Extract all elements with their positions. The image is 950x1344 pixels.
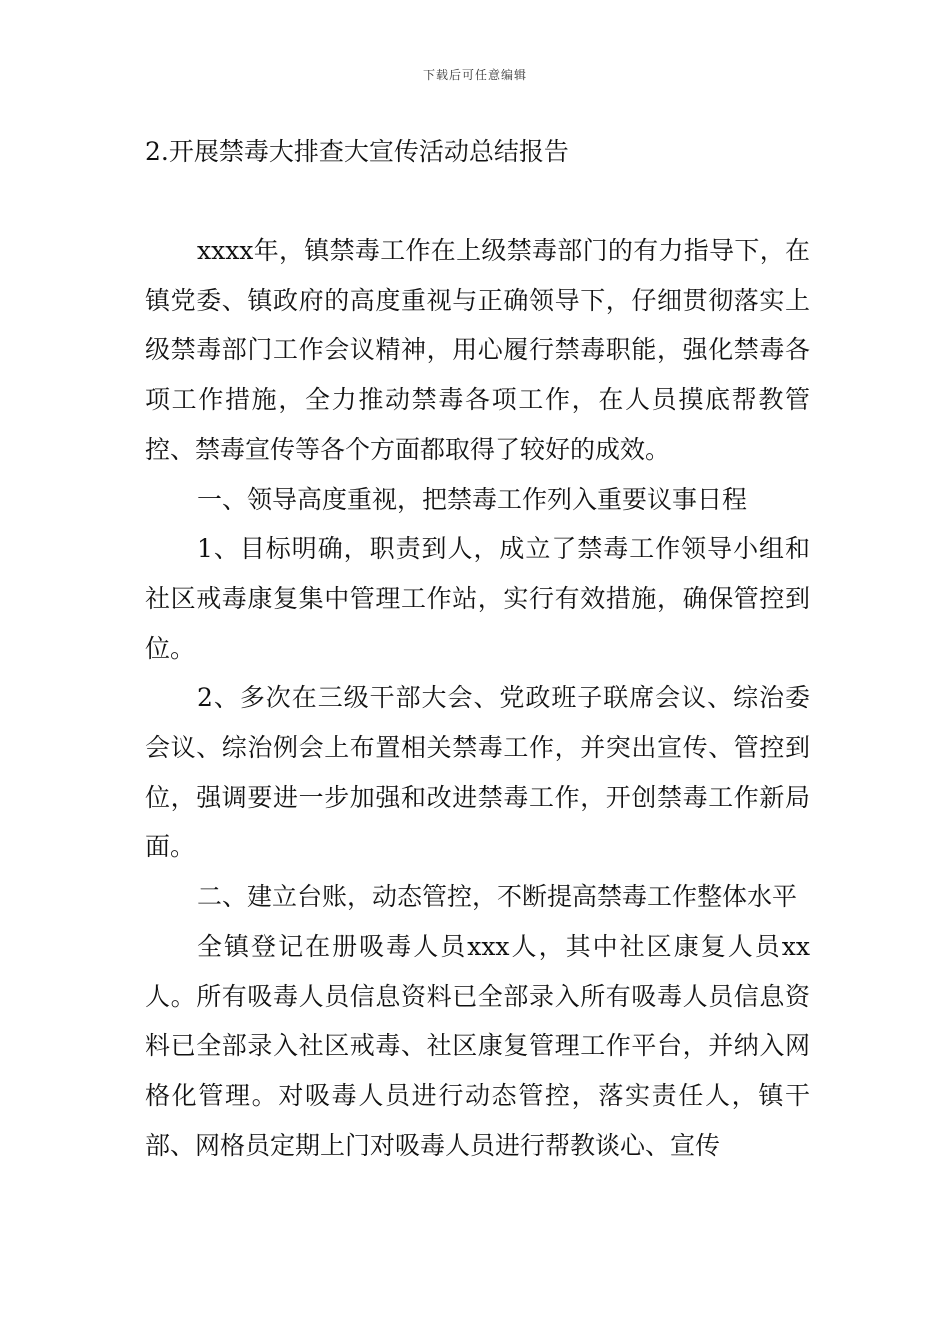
section-heading-2: 二、建立台账，动态管控，不断提高禁毒工作整体水平 — [197, 882, 798, 912]
paragraph-item-1: 1、目标明确，职责到人，成立了禁毒工作领导小组和社区戒毒康复集中管理工作站，实行有效措施，确保管控到位。 — [145, 534, 810, 663]
paragraph-registry: 全镇登记在册吸毒人员xxx人，其中社区康复人员xx人。所有吸毒人员信息资料已全部录入所有吸毒人员信息资料已全部录入社区戒毒、社区康复管理工作平台，并纳入网格化管理。对吸毒人员进行动态管控，落实责任人，镇干部、网格员定期上门对吸毒人员进行帮教谈心、宣传 — [145, 931, 810, 1160]
document-title: 2.开展禁毒大排查大宣传活动总结报告 — [145, 137, 569, 166]
document-body — [145, 226, 810, 1170]
section-heading-1: 一、领导高度重视，把禁毒工作列入重要议事日程 — [197, 484, 748, 514]
paragraph-item-2: 2、多次在三级干部大会、党政班子联席会议、综治委会议、综治例会上布置相关禁毒工作，并突出宣传、管控到位，强调要进一步加强和改进禁毒工作，开创禁毒工作新局面。 — [145, 683, 810, 862]
header-note: 下载后可任意编辑 — [422, 68, 527, 82]
paragraph-intro: xxxx年，镇禁毒工作在上级禁毒部门的有力指导下，在镇党委、镇政府的高度重视与正确领导下，仔细贯彻落实上级禁毒部门工作会议精神，用心履行禁毒职能，强化禁毒各项工作措施，全力推动禁毒各项工作，在人员摸底帮教管控、禁毒宣传等各个方面都取得了较好的成效。 — [145, 236, 810, 464]
